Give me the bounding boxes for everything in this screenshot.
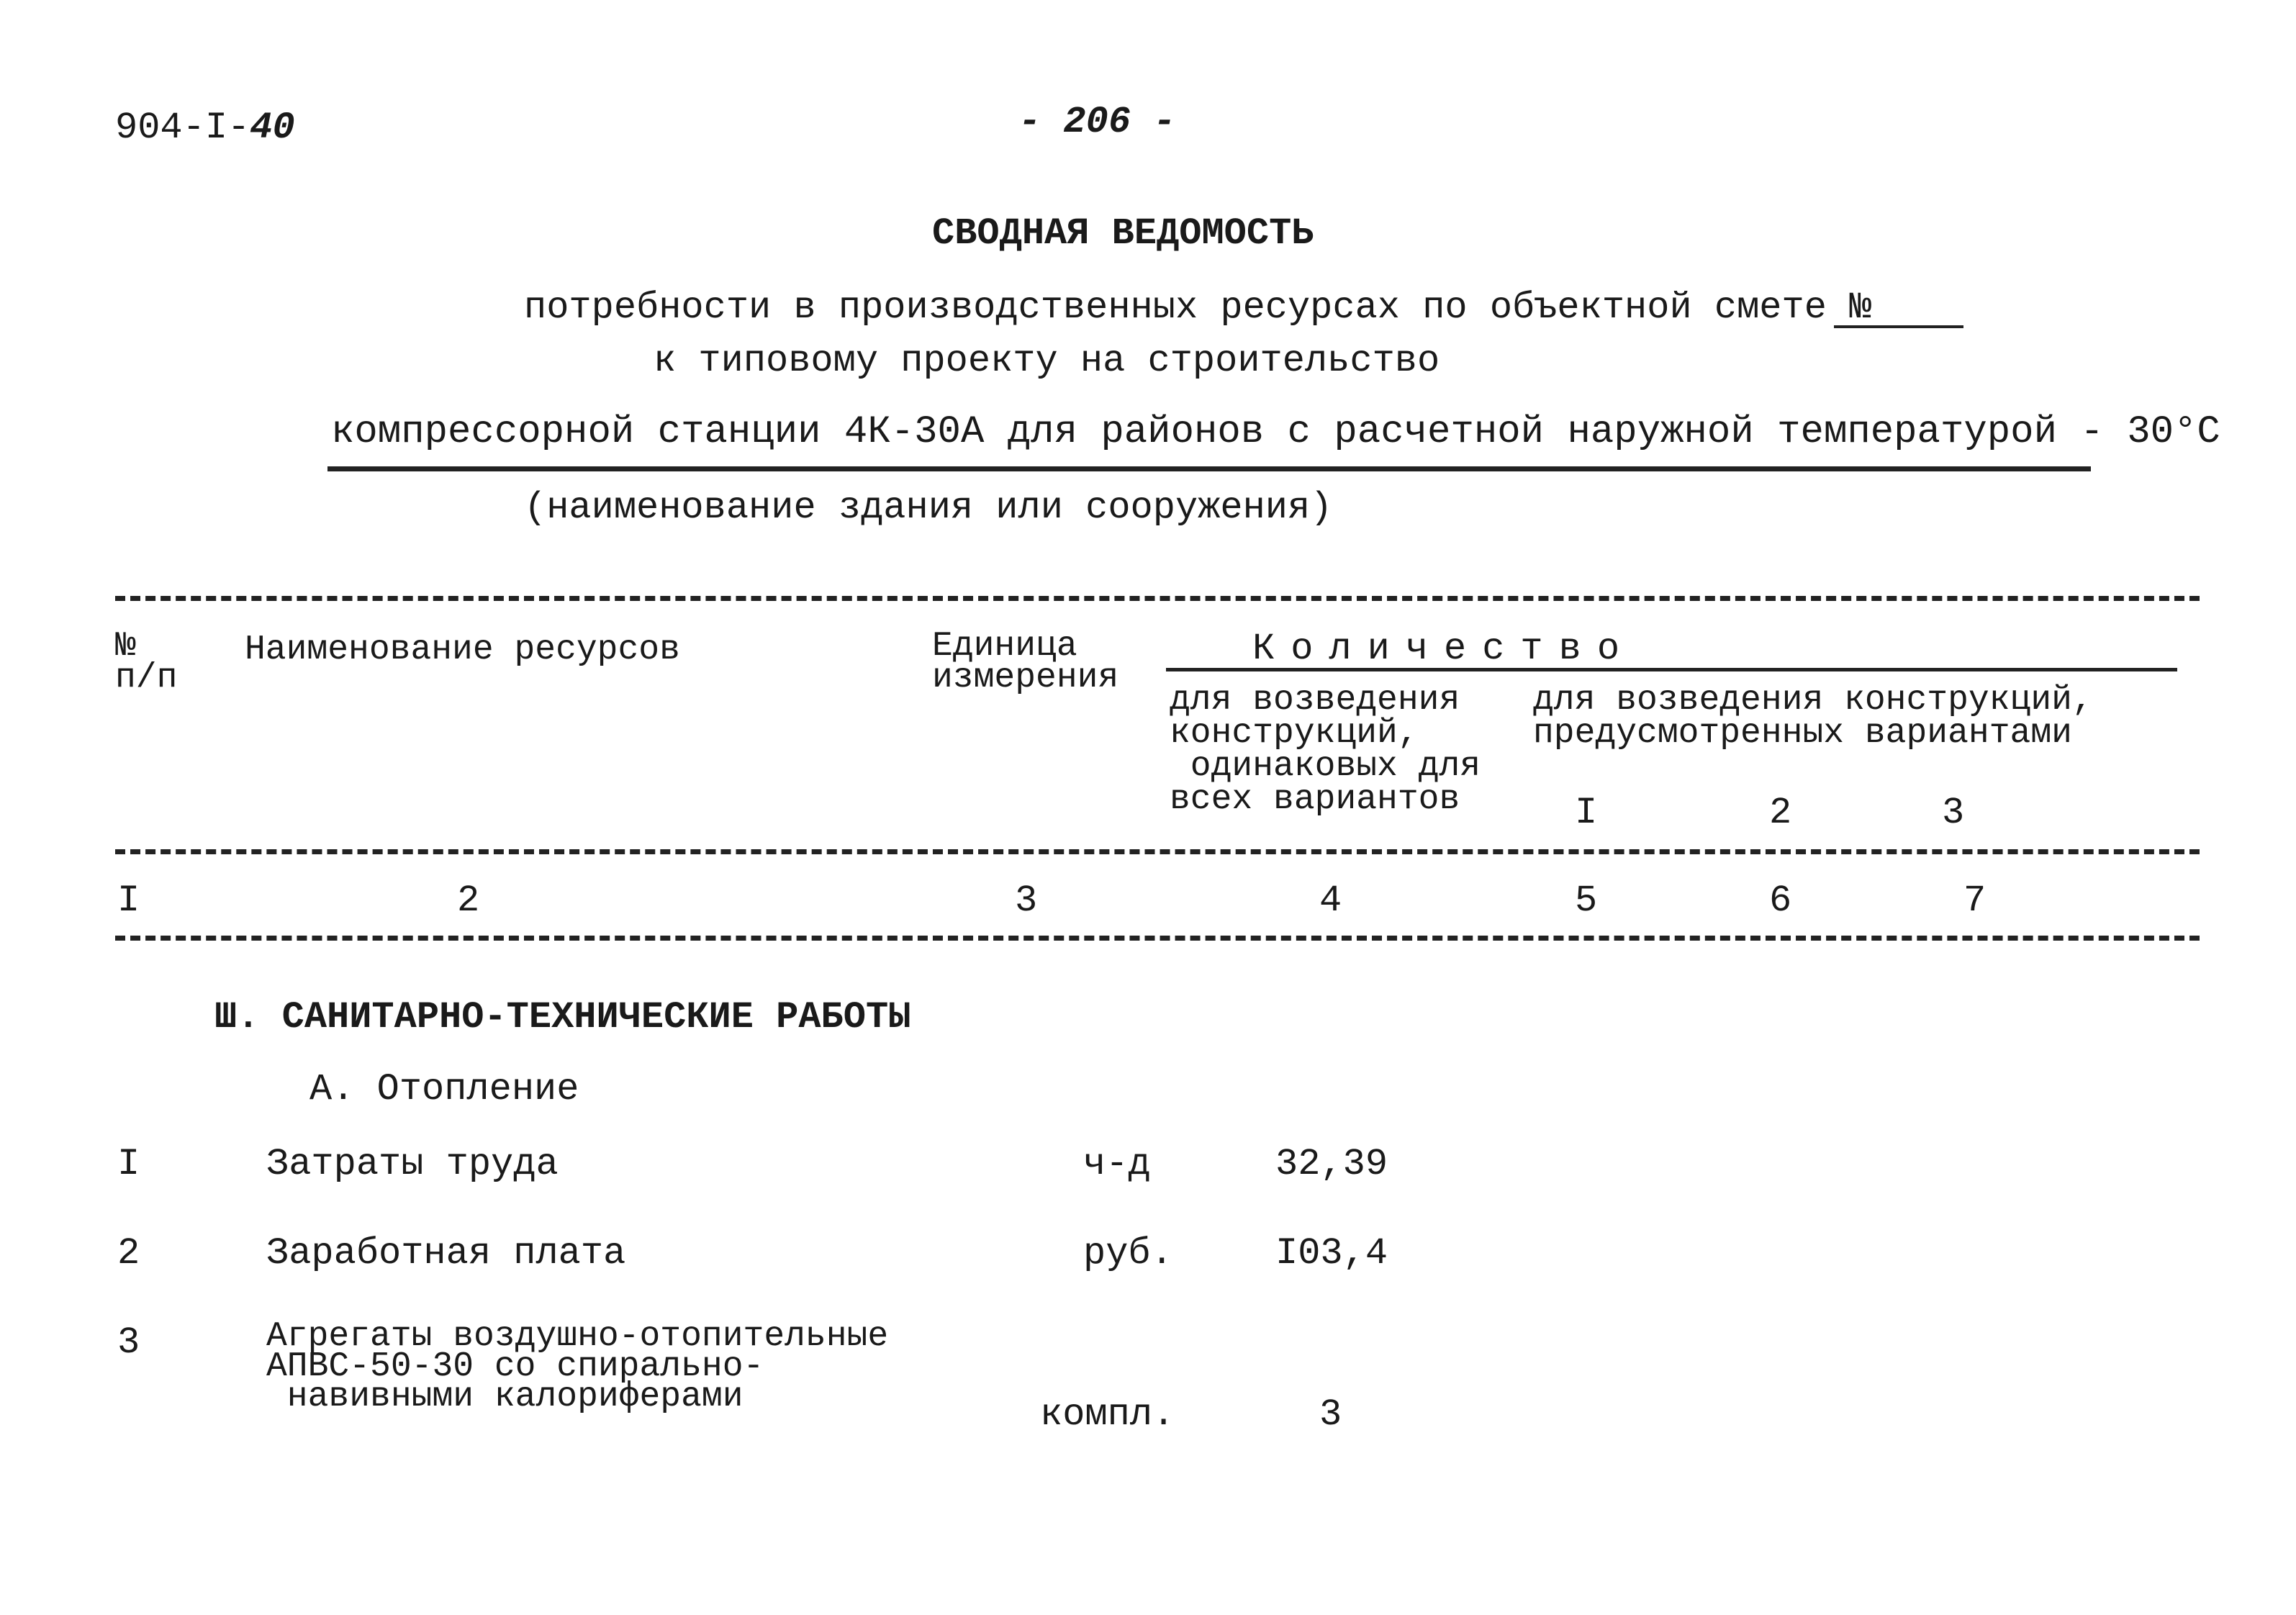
row-2-unit: руб. xyxy=(1083,1232,1173,1275)
row-1-name: Затраты труда xyxy=(266,1143,559,1185)
row-3-unit: компл. xyxy=(1040,1393,1175,1436)
estimate-number-blank xyxy=(1834,325,1963,328)
section-title: Ш. САНИТАРНО-ТЕХНИЧЕСКИЕ РАБОТЫ xyxy=(214,996,911,1039)
row-2-name: Заработная плата xyxy=(266,1232,626,1275)
row-1-num: I xyxy=(117,1143,140,1185)
row-2-num: 2 xyxy=(117,1232,140,1275)
quantity-underline xyxy=(1166,668,2177,671)
header-col-quantity: Количество xyxy=(1252,628,1636,670)
header-col-name: Наименование ресурсов xyxy=(245,630,680,669)
building-name-caption: (наименование здания или сооружения) xyxy=(524,487,1333,529)
column-number-1: I xyxy=(117,879,140,922)
column-number-3: 3 xyxy=(1015,879,1038,922)
document-code xyxy=(115,107,295,149)
table-header-rule xyxy=(115,849,2200,854)
document-code-prefix: 904-I- xyxy=(115,107,250,149)
row-1-unit: ч-д xyxy=(1083,1143,1151,1185)
building-name-underline xyxy=(327,466,2091,471)
table-top-rule xyxy=(115,596,2200,601)
heading-line-2: к типовому проекту на строительство xyxy=(654,340,1440,382)
row-3-name: Агрегаты воздушно-отопительные АПВС-50-30 со спирально- навивными калориферами xyxy=(266,1317,889,1416)
header-variant-1: I xyxy=(1575,792,1598,834)
header-col-num: № п/п xyxy=(115,627,178,697)
column-number-2: 2 xyxy=(457,879,480,922)
row-3-qty: 3 xyxy=(1319,1393,1342,1436)
column-number-5: 5 xyxy=(1575,879,1598,922)
header-col-unit: Единица измерения xyxy=(932,627,1119,697)
building-name: компрессорной станции 4К-30А для районов с расчетной наружной температурой - 30°С xyxy=(331,410,2220,454)
page-number: - 206 - xyxy=(1018,101,1176,143)
row-3-num: 3 xyxy=(117,1321,140,1364)
row-1-qty: 32,39 xyxy=(1275,1143,1388,1185)
column-number-6: 6 xyxy=(1769,879,1792,922)
header-col-common: для возведения конструкций, одинаковых для всех вариантов xyxy=(1170,681,1481,819)
header-variant-2: 2 xyxy=(1769,792,1792,834)
header-col-variants: для возведения конструкций, предусмотренных вариантами xyxy=(1533,681,2093,753)
subsection-title: А. Отопление xyxy=(309,1068,579,1110)
row-2-qty: I03,4 xyxy=(1275,1232,1388,1275)
heading-line-1: потребности в производственных ресурсах по объектной смете № xyxy=(524,286,1872,329)
document-title: СВОДНАЯ ВЕДОМОСТЬ xyxy=(932,212,1314,255)
column-number-7: 7 xyxy=(1963,879,1987,922)
column-number-4: 4 xyxy=(1319,879,1342,922)
document-code-suffix: 40 xyxy=(250,107,295,149)
header-variant-3: 3 xyxy=(1942,792,1965,834)
table-numbers-rule xyxy=(115,936,2200,941)
